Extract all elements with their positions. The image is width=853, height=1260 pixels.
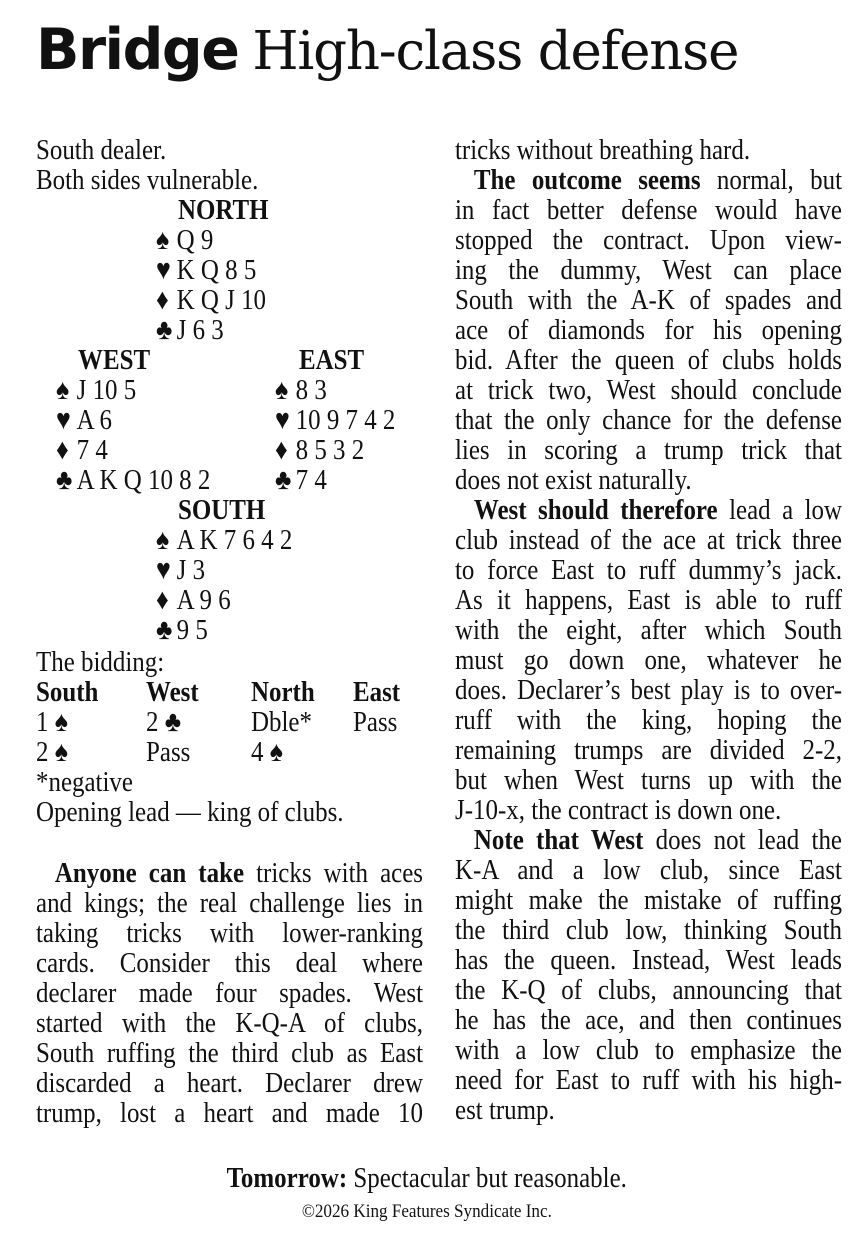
bidding-col-north: North bbox=[251, 676, 315, 708]
tomorrow-text: Spectacular but reasonable. bbox=[346, 1162, 627, 1194]
article-line: and kings; the real challenge lies in bbox=[36, 887, 423, 919]
article-line: declarer made four spades. West bbox=[36, 977, 423, 1009]
lead-in: Note that West bbox=[473, 824, 644, 856]
article-line: cards. Consider this deal where bbox=[36, 947, 423, 979]
west-diamonds: ♦ 7 4 bbox=[56, 434, 108, 466]
article-line: ing the dummy, West can place bbox=[455, 254, 842, 286]
article-line: ruff with the king, hoping the bbox=[455, 704, 842, 736]
article-line: trump, lost a heart and made 10 bbox=[36, 1097, 423, 1129]
article-line: tricks without breathing hard. bbox=[455, 134, 751, 166]
article-line: West should therefore lead a low bbox=[473, 494, 843, 526]
diamond-icon: ♦ bbox=[156, 584, 169, 616]
article-line: might make the mistake of ruffing bbox=[455, 884, 842, 916]
article-line: that the only chance for the defense bbox=[455, 404, 842, 436]
east-diamonds: ♦ 8 5 3 2 bbox=[275, 434, 365, 466]
west-hearts: ♥ A 6 bbox=[56, 404, 112, 436]
article-line: As it happens, East is able to ruff bbox=[455, 584, 842, 616]
east-clubs: ♣ 7 4 bbox=[275, 464, 327, 496]
south-hearts: ♥ J 3 bbox=[156, 554, 206, 586]
bid-cell: Pass bbox=[146, 736, 191, 768]
heart-icon: ♥ bbox=[275, 404, 290, 436]
article-line: but when West turns up with the bbox=[455, 764, 842, 796]
article-line: J-10-x, the contract is down one. bbox=[455, 794, 782, 826]
article-line: The outcome seems normal, but bbox=[473, 164, 842, 196]
diamond-icon: ♦ bbox=[56, 434, 69, 466]
north-hearts: ♥ K Q 8 5 bbox=[156, 254, 257, 286]
column-title bbox=[36, 17, 739, 83]
west-label: WEST bbox=[78, 344, 151, 376]
article-line: discarded a heart. Declarer drew bbox=[36, 1067, 423, 1099]
article-line: with a low club to emphasize the bbox=[455, 1034, 842, 1066]
article-line: must go down one, whatever he bbox=[455, 644, 842, 676]
bid-cell: 4 ♠ bbox=[251, 736, 283, 768]
north-spades: ♠ Q 9 bbox=[156, 224, 214, 256]
heart-icon: ♥ bbox=[156, 554, 171, 586]
bid-cell: 2 ♣ bbox=[146, 706, 182, 738]
club-icon: ♣ bbox=[56, 464, 73, 496]
copyright: ©2026 King Features Syndicate Inc. bbox=[301, 1201, 552, 1222]
north-diamonds: ♦ K Q J 10 bbox=[156, 284, 267, 316]
spade-icon: ♠ bbox=[275, 374, 289, 406]
article-line: the K-Q of clubs, announcing that bbox=[455, 974, 842, 1006]
tomorrow-label: Tomorrow: bbox=[226, 1162, 347, 1194]
spade-icon: ♠ bbox=[56, 374, 70, 406]
bid-cell: 2 ♠ bbox=[36, 736, 68, 768]
tomorrow-teaser bbox=[0, 1163, 853, 1193]
bidding-col-west: West bbox=[146, 676, 199, 708]
article-line: Anyone can take tricks with aces bbox=[54, 857, 424, 889]
diamond-icon: ♦ bbox=[275, 434, 288, 466]
club-icon: ♣ bbox=[275, 464, 292, 496]
article-line: lies in scoring a trump trick that bbox=[455, 434, 842, 466]
article-line: the third club low, thinking South bbox=[455, 914, 842, 946]
opening-lead: Opening lead — king of clubs. bbox=[36, 796, 344, 828]
article-line: club instead of the ace at trick three bbox=[455, 524, 842, 556]
heart-icon: ♥ bbox=[56, 404, 71, 436]
east-spades: ♠ 8 3 bbox=[275, 374, 327, 406]
title-subtitle: High-class defense bbox=[252, 21, 739, 82]
article-line: does not exist naturally. bbox=[455, 464, 692, 496]
bidding-heading: The bidding: bbox=[36, 646, 165, 678]
north-label: NORTH bbox=[178, 194, 269, 226]
article-line: remaining trumps are divided 2-2, bbox=[455, 734, 842, 766]
bid-cell: Dble* bbox=[251, 706, 312, 738]
article-line: bid. After the queen of clubs holds bbox=[455, 344, 842, 376]
south-label: SOUTH bbox=[178, 494, 266, 526]
south-diamonds: ♦ A 9 6 bbox=[156, 584, 231, 616]
dealer-line: South dealer. bbox=[36, 134, 167, 166]
title-main: Bridge bbox=[36, 17, 239, 83]
club-icon: ♣ bbox=[156, 314, 173, 346]
article-line: to force East to ruff dummy’s jack. bbox=[455, 554, 842, 586]
article-line: ace of diamonds for his opening bbox=[455, 314, 842, 346]
article-line: K-A and a low club, since East bbox=[455, 854, 842, 886]
east-hearts: ♥ 10 9 7 4 2 bbox=[275, 404, 396, 436]
article-line: est trump. bbox=[455, 1094, 555, 1126]
west-clubs: ♣ A K Q 10 8 2 bbox=[56, 464, 211, 496]
article-line: Note that West does not lead the bbox=[473, 824, 842, 856]
south-spades: ♠ A K 7 6 4 2 bbox=[156, 524, 293, 556]
vulnerability-line: Both sides vulnerable. bbox=[36, 164, 259, 196]
heart-icon: ♥ bbox=[156, 254, 171, 286]
article-line: South ruffing the third club as East bbox=[36, 1037, 423, 1069]
article-line: at trick two, West should conclude bbox=[455, 374, 842, 406]
club-icon: ♣ bbox=[156, 614, 173, 646]
lead-in: The outcome seems bbox=[473, 164, 701, 196]
article-line: South with the A-K of spades and bbox=[455, 284, 842, 316]
article-line: has the queen. Instead, West leads bbox=[455, 944, 842, 976]
bidding-col-south: South bbox=[36, 676, 99, 708]
bid-cell: 1 ♠ bbox=[36, 706, 68, 738]
west-spades: ♠ J 10 5 bbox=[56, 374, 137, 406]
article-line: with the eight, after which South bbox=[455, 614, 842, 646]
lead-in: West should therefore bbox=[473, 494, 718, 526]
south-clubs: ♣ 9 5 bbox=[156, 614, 208, 646]
article-line: in fact better defense would have bbox=[455, 194, 842, 226]
east-label: EAST bbox=[299, 344, 365, 376]
article-line: taking tricks with lower-ranking bbox=[36, 917, 423, 949]
article-line: does. Declarer’s best play is to over- bbox=[455, 674, 842, 706]
lead-in: Anyone can take bbox=[54, 857, 245, 889]
bid-cell: Pass bbox=[353, 706, 398, 738]
diamond-icon: ♦ bbox=[156, 284, 169, 316]
north-clubs: ♣ J 6 3 bbox=[156, 314, 224, 346]
article-line: started with the K-Q-A of clubs, bbox=[36, 1007, 423, 1039]
spade-icon: ♠ bbox=[156, 224, 170, 256]
article-line: stopped the contract. Upon view- bbox=[455, 224, 842, 256]
article-line: need for East to ruff with his high- bbox=[455, 1064, 842, 1096]
bidding-col-east: East bbox=[353, 676, 401, 708]
spade-icon: ♠ bbox=[156, 524, 170, 556]
article-line: he has the ace, and then continues bbox=[455, 1004, 842, 1036]
bidding-footnote: *negative bbox=[36, 766, 133, 798]
